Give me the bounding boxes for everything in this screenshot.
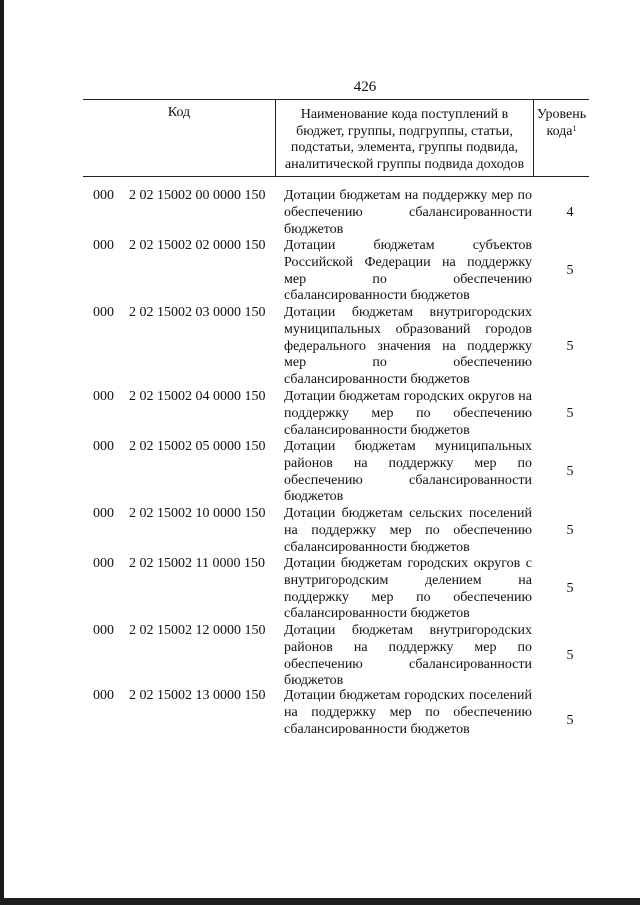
row-name: Дотации бюджетам муниципальных районов на поддержку мер по обеспечению сбалансированности бюджетов [284, 439, 532, 505]
scan-edge-bottom [0, 898, 640, 905]
header-level-footnote: 1 [572, 123, 577, 133]
row-name: Дотации бюджетам городских поселений на поддержку мер по обеспечению сбалансированности бюджетов [284, 688, 532, 737]
row-code: 2 02 15002 02 0000 150 [129, 238, 266, 253]
row-code: 2 02 15002 00 0000 150 [129, 188, 266, 203]
row-group: 000 [93, 688, 114, 703]
row-level: 5 [566, 713, 574, 728]
header-name: Наименование кода поступлений в бюджет, группы, подгруппы, статьи, подстатьи, элемента, группы подвида, аналитической группы подвида доходов [275, 100, 534, 176]
row-name: Дотации бюджетам сельских поселений на поддержку мер по обеспечению сбалансированности бюджетов [284, 506, 532, 555]
row-name: Дотации бюджетам внутригородских районов на поддержку мер по обеспечению сбалансированности бюджетов [284, 623, 532, 689]
row-group: 000 [93, 623, 114, 638]
row-level: 5 [566, 263, 574, 278]
row-group: 000 [93, 506, 114, 521]
row-level: 5 [566, 581, 574, 596]
row-group: 000 [93, 188, 114, 203]
row-level: 5 [566, 648, 574, 663]
header-level-label: Уровень кода [536, 107, 587, 139]
row-code: 2 02 15002 13 0000 150 [129, 688, 266, 703]
row-group: 000 [93, 439, 114, 454]
row-code: 2 02 15002 11 0000 150 [129, 556, 265, 571]
row-code: 2 02 15002 10 0000 150 [129, 506, 266, 521]
header-level [534, 100, 589, 176]
row-name: Дотации бюджетам на поддержку мер по обеспечению сбалансированности бюджетов [284, 188, 532, 237]
row-group: 000 [93, 238, 114, 253]
row-code: 2 02 15002 12 0000 150 [129, 623, 266, 638]
row-level: 5 [566, 523, 574, 538]
page-number: 426 [353, 79, 377, 95]
row-code: 2 02 15002 05 0000 150 [129, 439, 266, 454]
row-group: 000 [93, 305, 114, 320]
row-code: 2 02 15002 03 0000 150 [129, 305, 266, 320]
row-level: 5 [566, 406, 574, 421]
table-header [83, 99, 589, 177]
row-name: Дотации бюджетам городских округов с внутригородским делением на поддержку мер по обеспечению сбалансированности бюджетов [284, 556, 532, 622]
row-name: Дотации бюджетам внутригородских муниципальных образований городов федерального значения на поддержку мер по обеспечению сбалансированности бюджетов [284, 305, 532, 388]
header-code: Код [167, 105, 191, 120]
row-name: Дотации бюджетам городских округов на поддержку мер по обеспечению сбалансированности бюджетов [284, 389, 532, 438]
row-group: 000 [93, 389, 114, 404]
row-level: 4 [566, 205, 574, 220]
row-name: Дотации бюджетам субъектов Российской Федерации на поддержку мер по обеспечению сбалансированности бюджетов [284, 238, 532, 304]
row-level: 5 [566, 464, 574, 479]
row-code: 2 02 15002 04 0000 150 [129, 389, 266, 404]
row-group: 000 [93, 556, 114, 571]
scan-edge-left [0, 0, 4, 905]
row-level: 5 [566, 339, 574, 354]
